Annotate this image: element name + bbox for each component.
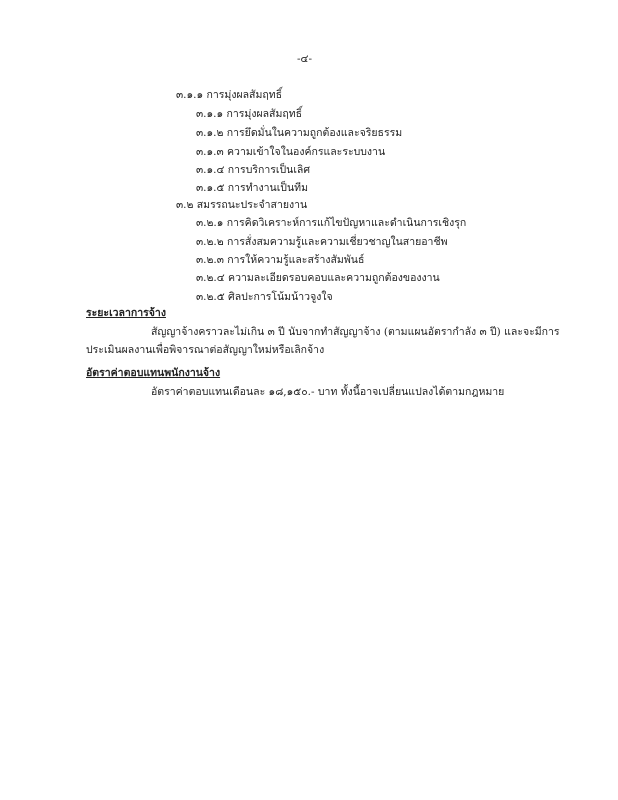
functional-competency-title: ๓.๒ สมรรถนะประจำสายงาน — [176, 199, 308, 211]
compensation-text: อัตราค่าตอบแทนเดือนละ ๑๘,๑๕๐.- บาท ทั้งนี้อาจเปลี่ยนแปลงได้ตามกฎหมาย — [151, 386, 505, 398]
employment-period-heading: ระยะเวลาการจ้าง — [86, 307, 166, 319]
employment-period-text-line-1: สัญญาจ้างคราวละไม่เกิน ๓ ปี นับจากทำสัญญาจ้าง (ตามแผนอัตรากำลัง ๓ ปี) และจะมีการ — [151, 326, 560, 338]
functional-competency-item: ๓.๒.๒ การสั่งสมความรู้และความเชี่ยวชาญในสายอาชีพ — [196, 236, 448, 248]
core-competency-item: ๓.๑.๒ การยึดมั่นในความถูกต้องและจริยธรรม — [196, 127, 403, 139]
page-number: -๔- — [297, 53, 313, 65]
functional-competency-item: ๓.๒.๕ ศิลปะการโน้มน้าวจูงใจ — [196, 291, 333, 303]
compensation-heading: อัตราค่าตอบแทนพนักงานจ้าง — [86, 367, 221, 379]
core-competency-title: ๓.๑.๑ การมุ่งผลสัมฤทธิ์ — [176, 89, 283, 101]
employment-period-text-line-2: ประเมินผลงานเพื่อพิจารณาต่อสัญญาใหม่หรือเลิกจ้าง — [86, 344, 325, 356]
functional-competency-item: ๓.๒.๓ การให้ความรู้และสร้างสัมพันธ์ — [196, 254, 365, 266]
core-competency-item: ๓.๑.๕ การทำงานเป็นทีม — [196, 182, 308, 194]
core-competency-item: ๓.๑.๓ ความเข้าใจในองค์กรและระบบงาน — [196, 146, 386, 158]
functional-competency-item: ๓.๒.๔ ความละเอียดรอบคอบและความถูกต้องของงาน — [196, 272, 440, 284]
functional-competency-item: ๓.๒.๑ การคิดวิเคราะห์การแก้ไขปัญหาและดำเนินการเชิงรุก — [196, 217, 467, 229]
core-competency-item: ๓.๑.๑ การมุ่งผลสัมฤทธิ์ — [196, 108, 303, 120]
core-competency-item: ๓.๑.๔ การบริการเป็นเลิศ — [196, 164, 311, 176]
